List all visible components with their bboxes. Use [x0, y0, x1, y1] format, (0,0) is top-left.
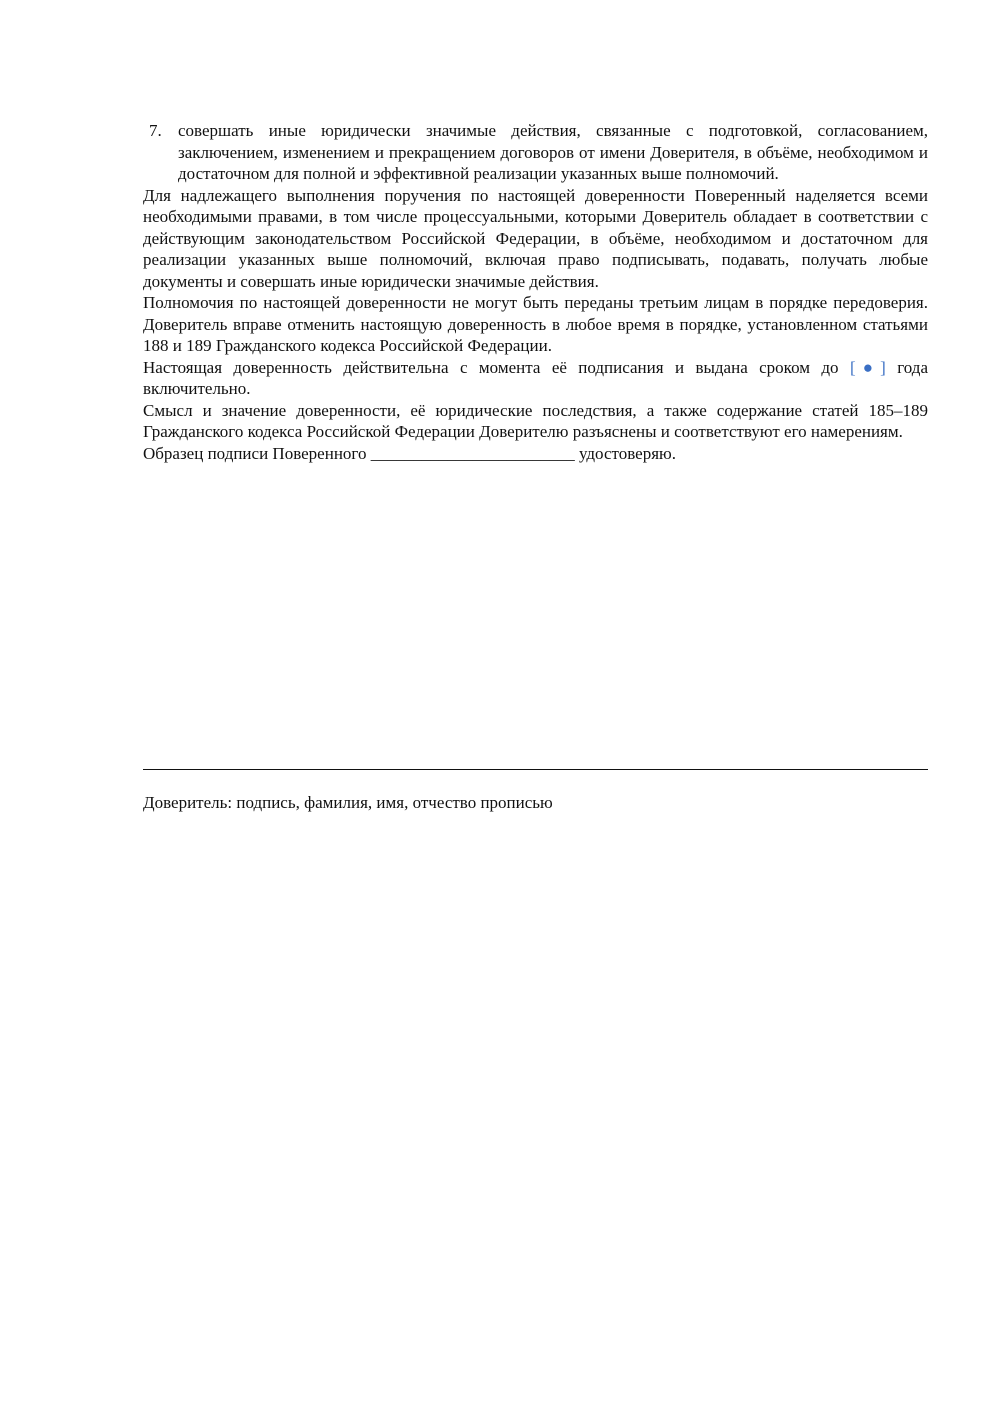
list-item-text: совершать иные юридически значимые действия, связанные с подготовкой, согласованием, заключением, изменением и прекращением договоров от имени Доверителя, в объёме, необходимом и достаточном для полной и эффективной реализации указанных выше полномочий.	[178, 121, 928, 183]
list-item-7	[143, 120, 928, 185]
paragraph-validity	[143, 357, 928, 400]
paragraph-rights: Для надлежащего выполнения поручения по настоящей доверенности Поверенный наделяется всеми необходимыми правами, в том числе процессуальными, которыми Доверитель обладает в соответствии с действующим законодательством Российской Федерации, в объёме, необходимом и достаточном для реализации указанных выше полномочий, включая право подписывать, подавать, получать любые документы и совершать иные юридически значимые действия.	[143, 185, 928, 291]
validity-date-placeholder: [●]	[849, 357, 886, 377]
list-item-number: 7.	[149, 121, 162, 140]
paragraph-meaning: Смысл и значение доверенности, её юридические последствия, а также содержание статей 185–189 Гражданского кодекса Российской Федерации Доверителю разъяснены и соответствуют его намерениям.	[143, 400, 928, 441]
document-body	[143, 120, 928, 464]
paragraph-transfer: Полномочия по настоящей доверенности не могут быть переданы третьим лицам в порядке передоверия. Доверитель вправе отменить настоящую доверенность в любое время в порядке, установленном статьями 188 и 189 Гражданского кодекса Российской Федерации.	[143, 293, 928, 355]
principal-signature-caption: Доверитель: подпись, фамилия, имя, отчество прописью	[143, 793, 553, 812]
signature-sample-line: Образец подписи Поверенного ________________________ удостоверяю.	[143, 443, 676, 463]
validity-text-before: Настоящая доверенность действительна с момента её подписания и выдана сроком до	[143, 357, 850, 377]
validity-text-after: года включительно.	[143, 357, 928, 398]
principal-signature-line	[143, 769, 928, 770]
